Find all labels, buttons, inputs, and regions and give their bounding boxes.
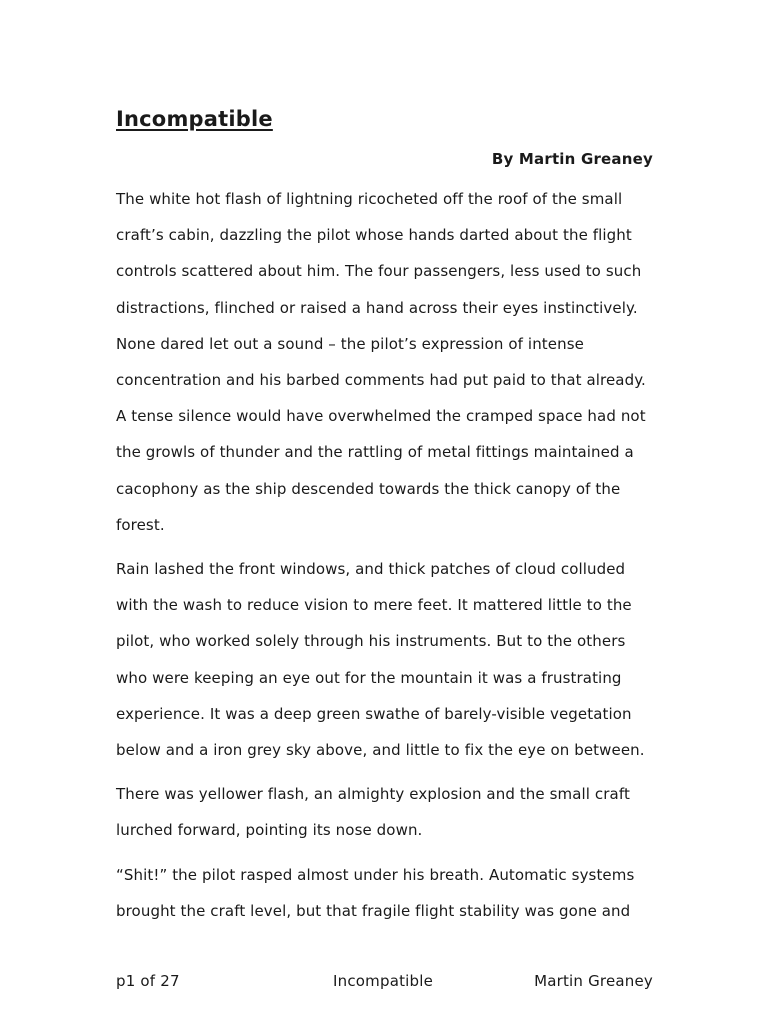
footer-page-number: p1 of 27 [116,972,180,990]
author-byline: By Martin Greaney [491,150,653,168]
document-title: Incompatible [116,107,273,131]
story-body [116,181,653,937]
footer-title: Incompatible [333,972,434,990]
footer-author: Martin Greaney [534,972,653,990]
paragraph-2: Rain lashed the front windows, and thick patches of cloud colluded with the wash to reduce vision to mere feet. It mattered little to the pilot, who worked solely through his instruments. But to the others who were keeping an eye out for the mountain it was a frustrating experience. It was a deep green swathe of barely-visible vegetation below and a iron grey sky above, and little to fix the eye on between. [116,560,645,760]
page-footer [116,972,653,996]
document-page [116,0,653,1024]
paragraph-1: The white hot flash of lightning ricocheted off the roof of the small craft’s cabin, dazzling the pilot whose hands darted about the flight controls scattered about him. The four passengers, less used to such distractions, flinched or raised a hand across their eyes instinctively. None dared let out a sound – the pilot’s expression of intense concentration and his barbed comments had put paid to that already. A tense silence would have overwhelmed the cramped space had not the growls of thunder and the rattling of metal fittings maintained a cacophony as the ship descended towards the thick canopy of the forest. [116,190,646,534]
paragraph-3: There was yellower flash, an almighty explosion and the small craft lurched forward, pointing its nose down. [116,785,630,840]
paragraph-4: “Shit!” the pilot rasped almost under his breath. Automatic systems brought the craft level, but that fragile flight stability was gone and [116,865,635,920]
